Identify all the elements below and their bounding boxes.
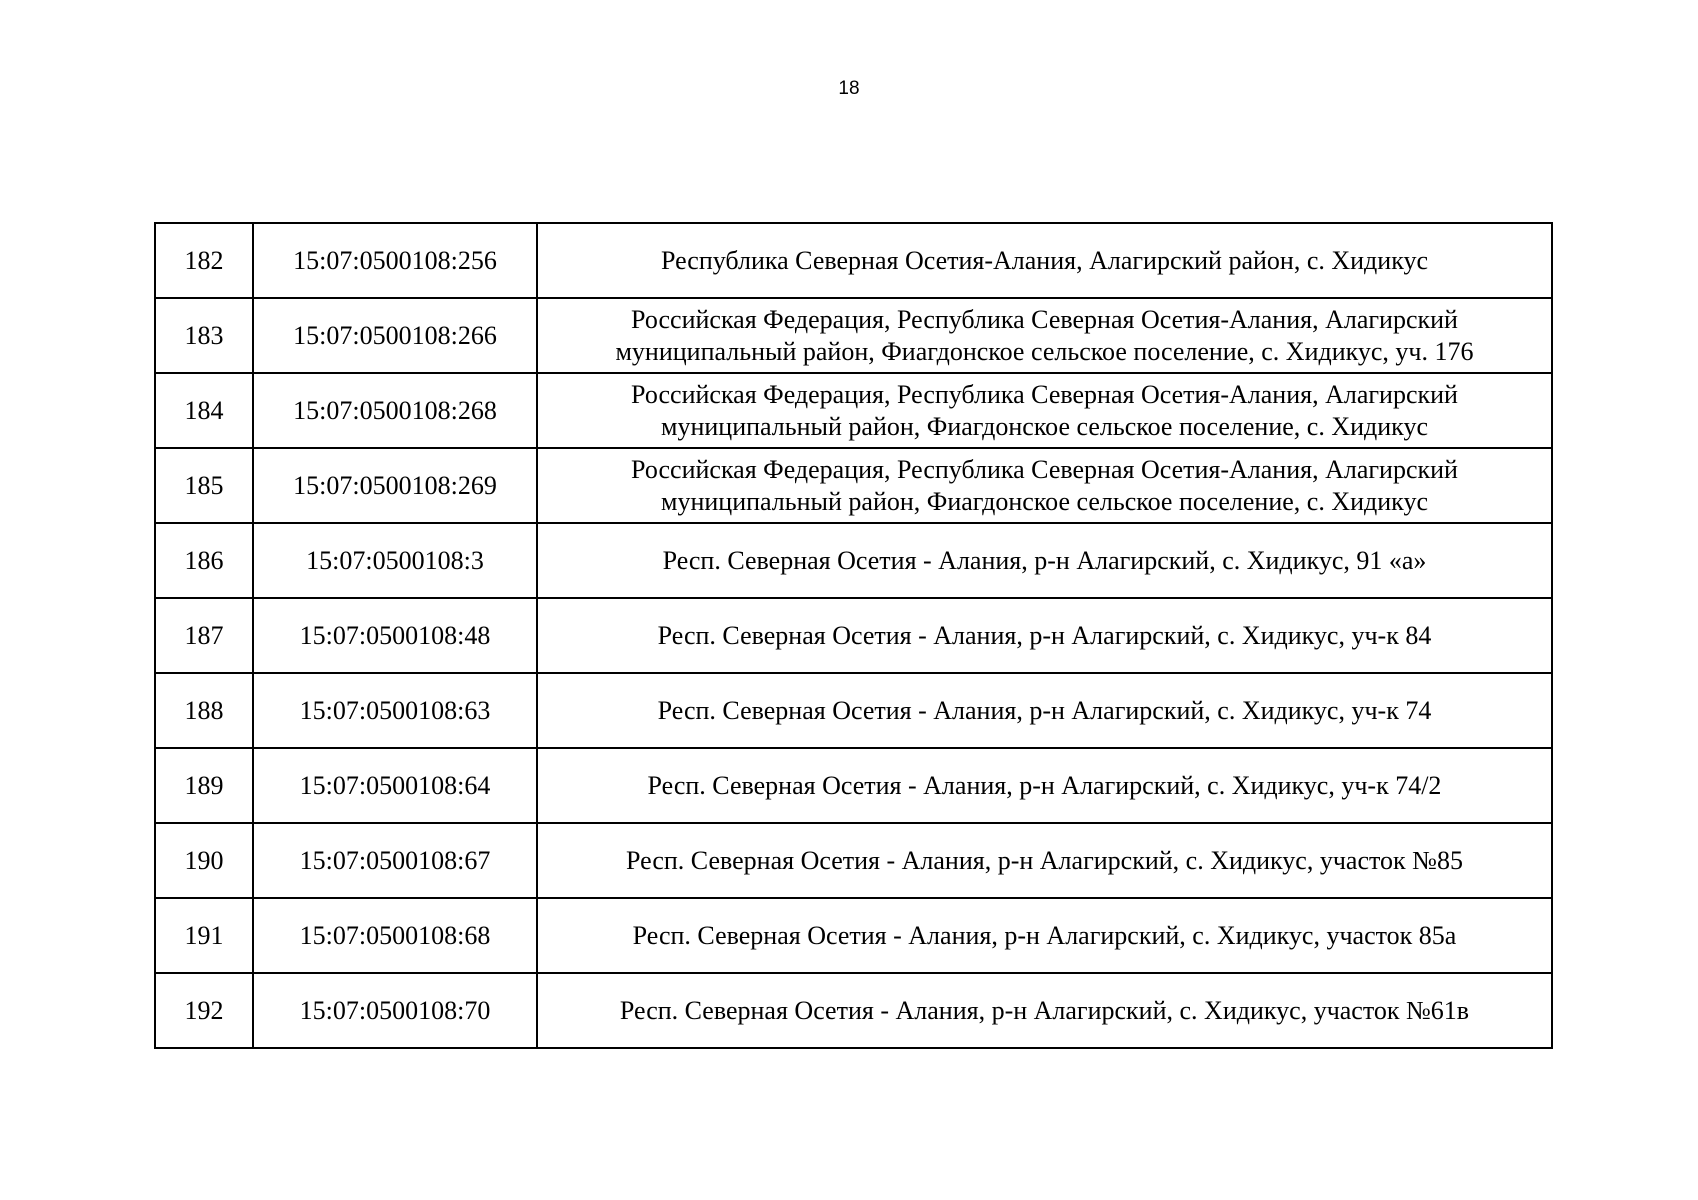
cadastral-number-cell: 15:07:0500108:67 [253, 823, 537, 898]
land-plots-table-container [154, 222, 1553, 1049]
table-row [155, 973, 1552, 1048]
address-cell: Российская Федерация, Республика Северная Осетия-Алания, Алагирский муниципальный район, Фиагдонское сельское поселение, с. Хидикус, уч. 176 [537, 298, 1552, 373]
row-number-cell: 186 [155, 523, 253, 598]
cadastral-number-cell: 15:07:0500108:63 [253, 673, 537, 748]
cadastral-number-cell: 15:07:0500108:266 [253, 298, 537, 373]
table-row [155, 373, 1552, 448]
address-cell: Респ. Северная Осетия - Алания, р-н Алагирский, с. Хидикус, участок 85а [537, 898, 1552, 973]
cadastral-number-cell: 15:07:0500108:64 [253, 748, 537, 823]
address-cell: Респ. Северная Осетия - Алания, р-н Алагирский, с. Хидикус, участок №61в [537, 973, 1552, 1048]
row-number-cell: 184 [155, 373, 253, 448]
row-number-cell: 189 [155, 748, 253, 823]
table-row [155, 448, 1552, 523]
address-cell: Российская Федерация, Республика Северная Осетия-Алания, Алагирский муниципальный район, Фиагдонское сельское поселение, с. Хидикус [537, 448, 1552, 523]
cadastral-number-cell: 15:07:0500108:268 [253, 373, 537, 448]
cadastral-number-cell: 15:07:0500108:256 [253, 223, 537, 298]
cadastral-number-cell: 15:07:0500108:269 [253, 448, 537, 523]
row-number-cell: 192 [155, 973, 253, 1048]
address-cell: Респ. Северная Осетия - Алания, р-н Алагирский, с. Хидикус, уч-к 84 [537, 598, 1552, 673]
row-number-cell: 188 [155, 673, 253, 748]
address-cell: Респ. Северная Осетия - Алания, р-н Алагирский, с. Хидикус, уч-к 74 [537, 673, 1552, 748]
address-cell: Респ. Северная Осетия - Алания, р-н Алагирский, с. Хидикус, участок №85 [537, 823, 1552, 898]
row-number-cell: 185 [155, 448, 253, 523]
cadastral-number-cell: 15:07:0500108:48 [253, 598, 537, 673]
address-cell: Респ. Северная Осетия - Алания, р-н Алагирский, с. Хидикус, уч-к 74/2 [537, 748, 1552, 823]
table-row [155, 523, 1552, 598]
table-row [155, 298, 1552, 373]
row-number-cell: 191 [155, 898, 253, 973]
table-row [155, 223, 1552, 298]
row-number-cell: 190 [155, 823, 253, 898]
address-cell: Российская Федерация, Республика Северная Осетия-Алания, Алагирский муниципальный район, Фиагдонское сельское поселение, с. Хидикус [537, 373, 1552, 448]
table-row [155, 823, 1552, 898]
address-cell: Республика Северная Осетия-Алания, Алагирский район, с. Хидикус [537, 223, 1552, 298]
cadastral-number-cell: 15:07:0500108:70 [253, 973, 537, 1048]
row-number-cell: 182 [155, 223, 253, 298]
cadastral-number-cell: 15:07:0500108:3 [253, 523, 537, 598]
cadastral-number-cell: 15:07:0500108:68 [253, 898, 537, 973]
land-plots-table [154, 222, 1553, 1049]
table-row [155, 898, 1552, 973]
table-row [155, 673, 1552, 748]
table-row [155, 598, 1552, 673]
row-number-cell: 187 [155, 598, 253, 673]
address-cell: Респ. Северная Осетия - Алания, р-н Алагирский, с. Хидикус, 91 «а» [537, 523, 1552, 598]
row-number-cell: 183 [155, 298, 253, 373]
table-row [155, 748, 1552, 823]
page-number: 18 [838, 78, 860, 99]
